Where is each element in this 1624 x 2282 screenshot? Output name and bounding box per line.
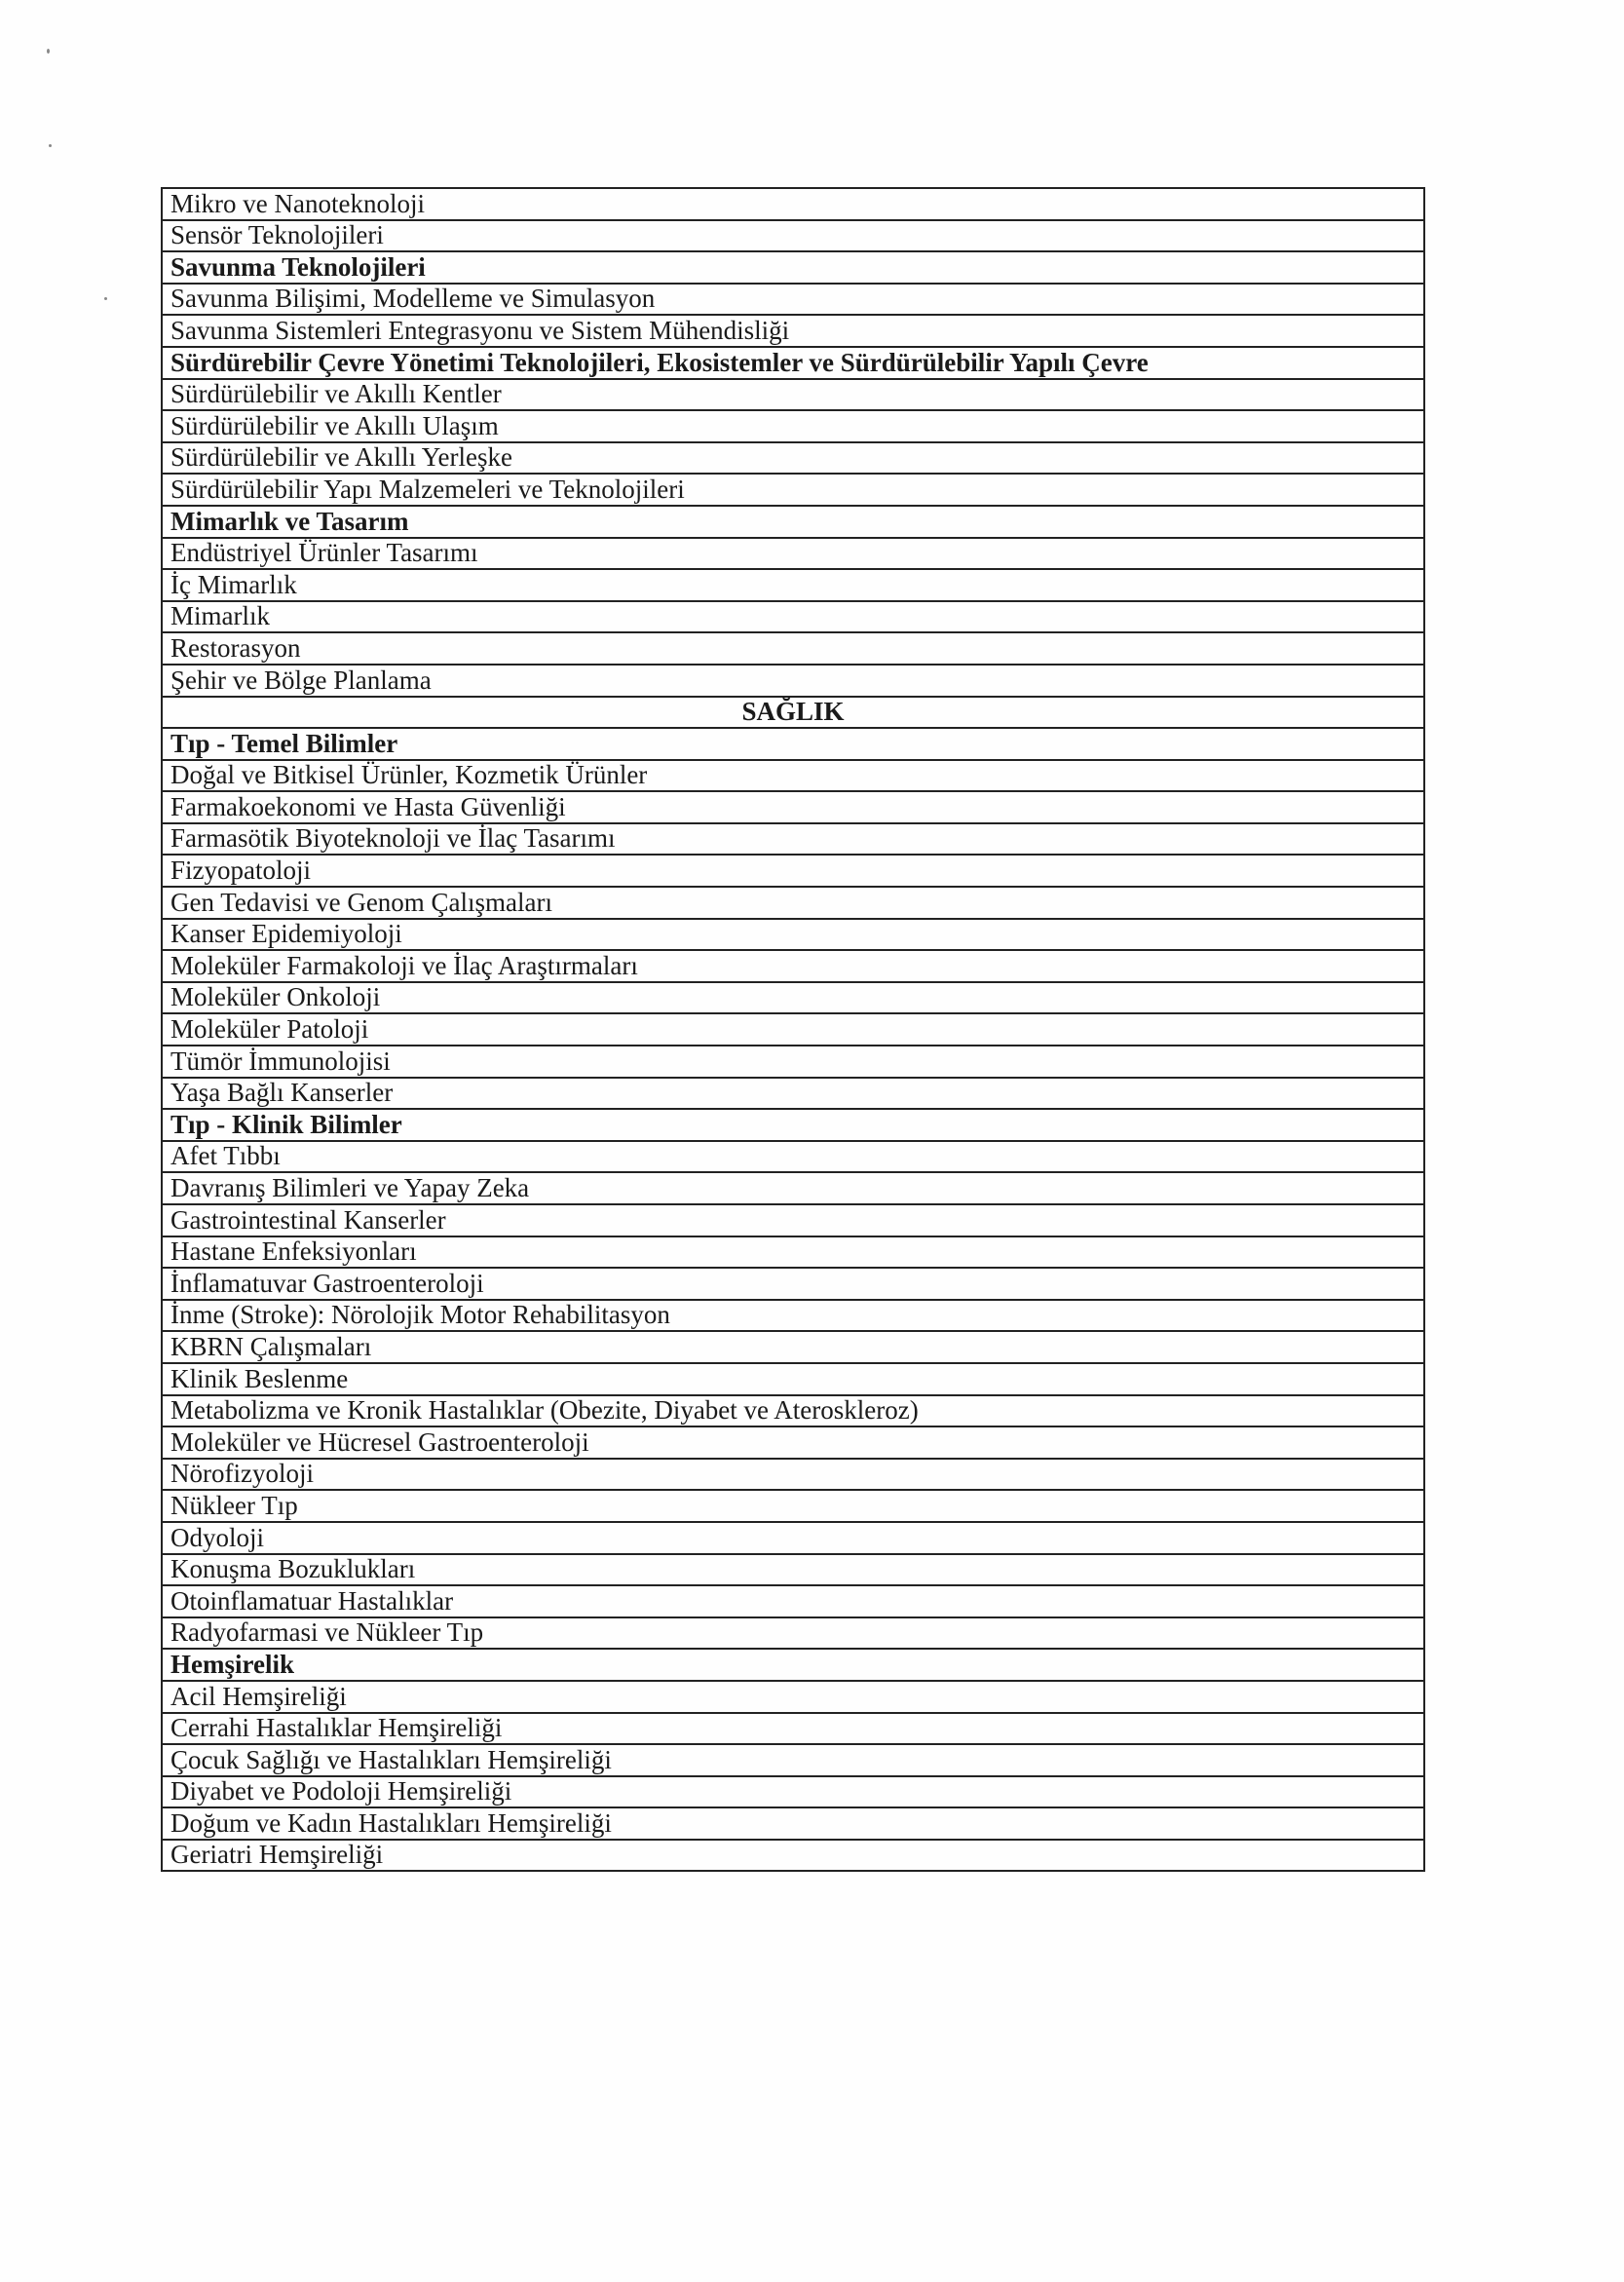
- section-heading: SAĞLIK: [162, 697, 1424, 729]
- topic-cell: Mikro ve Nanoteknoloji: [162, 188, 1424, 220]
- table-row: [162, 1331, 1424, 1363]
- scan-speck: [104, 297, 107, 300]
- topic-cell: Endüstriyel Ürünler Tasarımı: [162, 538, 1424, 570]
- topic-cell: Radyofarmasi ve Nükleer Tıp: [162, 1617, 1424, 1650]
- table-row: [162, 665, 1424, 697]
- table-row: [162, 1078, 1424, 1110]
- table-row: [162, 1649, 1424, 1681]
- topic-cell: Moleküler Farmakoloji ve İlaç Araştırmaları: [162, 950, 1424, 982]
- table-row: [162, 315, 1424, 347]
- topic-cell: Savunma Sistemleri Entegrasyonu ve Sistem Mühendisliği: [162, 315, 1424, 347]
- topic-cell: KBRN Çalışmaları: [162, 1331, 1424, 1363]
- scan-speck: [47, 49, 50, 54]
- table-row: [162, 474, 1424, 506]
- topic-cell: Geriatri Hemşireliği: [162, 1840, 1424, 1872]
- table-row: [162, 347, 1424, 379]
- topic-cell: Fizyopatoloji: [162, 855, 1424, 887]
- topic-cell: Diyabet ve Podoloji Hemşireliği: [162, 1776, 1424, 1808]
- topic-cell: Sensör Teknolojileri: [162, 220, 1424, 252]
- table-row: [162, 887, 1424, 919]
- table-row: [162, 220, 1424, 252]
- table-row: [162, 1554, 1424, 1586]
- table-row: [162, 601, 1424, 633]
- table-row: [162, 188, 1424, 220]
- topic-cell: Metabolizma ve Kronik Hastalıklar (Obezite, Diyabet ve Ateroskleroz): [162, 1395, 1424, 1427]
- table-row: [162, 506, 1424, 538]
- topic-cell: Tümör İmmunolojisi: [162, 1046, 1424, 1078]
- topic-cell: İnflamatuvar Gastroenteroloji: [162, 1268, 1424, 1300]
- table-row: [162, 950, 1424, 982]
- topic-cell: İnme (Stroke): Nörolojik Motor Rehabilitasyon: [162, 1300, 1424, 1332]
- table-row: [162, 1490, 1424, 1522]
- table-row: [162, 1585, 1424, 1617]
- table-row: [162, 697, 1424, 729]
- topic-cell: Acil Hemşireliği: [162, 1681, 1424, 1713]
- table-row: [162, 1807, 1424, 1840]
- table-row: [162, 919, 1424, 951]
- table-row: [162, 791, 1424, 823]
- category-heading: Tıp - Temel Bilimler: [162, 728, 1424, 760]
- table-row: [162, 1141, 1424, 1173]
- topic-cell: Çocuk Sağlığı ve Hastalıkları Hemşireliği: [162, 1744, 1424, 1776]
- table-row: [162, 379, 1424, 411]
- topic-cell: Moleküler ve Hücresel Gastroenteroloji: [162, 1426, 1424, 1459]
- topic-cell: İç Mimarlık: [162, 569, 1424, 601]
- research-topics-table: [161, 187, 1425, 1872]
- topic-cell: Gastrointestinal Kanserler: [162, 1204, 1424, 1236]
- table-row: [162, 1046, 1424, 1078]
- table-row: [162, 1204, 1424, 1236]
- topic-cell: Moleküler Onkoloji: [162, 982, 1424, 1014]
- table-row: [162, 1713, 1424, 1745]
- topic-cell: Restorasyon: [162, 632, 1424, 665]
- topic-cell: Klinik Beslenme: [162, 1363, 1424, 1395]
- table-row: [162, 1426, 1424, 1459]
- category-heading: Mimarlık ve Tasarım: [162, 506, 1424, 538]
- topic-cell: Otoinflamatuar Hastalıklar: [162, 1585, 1424, 1617]
- table-row: [162, 632, 1424, 665]
- table-row: [162, 1395, 1424, 1427]
- table-row: [162, 442, 1424, 475]
- topic-cell: Doğum ve Kadın Hastalıkları Hemşireliği: [162, 1807, 1424, 1840]
- table-row: [162, 1522, 1424, 1554]
- table-row: [162, 1236, 1424, 1269]
- topic-cell: Hastane Enfeksiyonları: [162, 1236, 1424, 1269]
- table-row: [162, 1776, 1424, 1808]
- topic-cell: Şehir ve Bölge Planlama: [162, 665, 1424, 697]
- table-row: [162, 284, 1424, 316]
- topic-cell: Doğal ve Bitkisel Ürünler, Kozmetik Ürünler: [162, 760, 1424, 792]
- table-row: [162, 1744, 1424, 1776]
- topic-cell: Sürdürülebilir ve Akıllı Kentler: [162, 379, 1424, 411]
- topic-cell: Gen Tedavisi ve Genom Çalışmaları: [162, 887, 1424, 919]
- topic-cell: Cerrahi Hastalıklar Hemşireliği: [162, 1713, 1424, 1745]
- topic-cell: Moleküler Patoloji: [162, 1013, 1424, 1046]
- table-row: [162, 1013, 1424, 1046]
- table-row: [162, 1109, 1424, 1141]
- table-row: [162, 760, 1424, 792]
- table-row: [162, 982, 1424, 1014]
- table-row: [162, 1268, 1424, 1300]
- table-row: [162, 1617, 1424, 1650]
- scan-speck: [49, 144, 52, 147]
- topic-cell: Kanser Epidemiyoloji: [162, 919, 1424, 951]
- table-row: [162, 251, 1424, 284]
- topic-cell: Farmasötik Biyoteknoloji ve İlaç Tasarımı: [162, 823, 1424, 856]
- table-row: [162, 569, 1424, 601]
- topic-cell: Sürdürülebilir ve Akıllı Yerleşke: [162, 442, 1424, 475]
- table-body: [162, 188, 1424, 1871]
- topic-cell: Savunma Bilişimi, Modelleme ve Simulasyon: [162, 284, 1424, 316]
- category-heading: Sürdürebilir Çevre Yönetimi Teknolojileri, Ekosistemler ve Sürdürülebilir Yapılı Çevre: [162, 347, 1424, 379]
- table-row: [162, 1459, 1424, 1491]
- topic-cell: Davranış Bilimleri ve Yapay Zeka: [162, 1172, 1424, 1204]
- table-row: [162, 823, 1424, 856]
- topic-cell: Yaşa Bağlı Kanserler: [162, 1078, 1424, 1110]
- topic-cell: Nükleer Tıp: [162, 1490, 1424, 1522]
- topic-cell: Nörofizyoloji: [162, 1459, 1424, 1491]
- category-heading: Hemşirelik: [162, 1649, 1424, 1681]
- category-heading: Tıp - Klinik Bilimler: [162, 1109, 1424, 1141]
- topic-cell: Odyoloji: [162, 1522, 1424, 1554]
- table-row: [162, 855, 1424, 887]
- table-row: [162, 1300, 1424, 1332]
- table-row: [162, 1681, 1424, 1713]
- topic-cell: Konuşma Bozuklukları: [162, 1554, 1424, 1586]
- table-row: [162, 1172, 1424, 1204]
- table-row: [162, 728, 1424, 760]
- table-row: [162, 1363, 1424, 1395]
- table-row: [162, 538, 1424, 570]
- topic-cell: Farmakoekonomi ve Hasta Güvenliği: [162, 791, 1424, 823]
- table-row: [162, 410, 1424, 442]
- topic-cell: Afet Tıbbı: [162, 1141, 1424, 1173]
- topic-cell: Mimarlık: [162, 601, 1424, 633]
- topic-cell: Sürdürülebilir ve Akıllı Ulaşım: [162, 410, 1424, 442]
- topic-cell: Sürdürülebilir Yapı Malzemeleri ve Teknolojileri: [162, 474, 1424, 506]
- table-row: [162, 1840, 1424, 1872]
- category-heading: Savunma Teknolojileri: [162, 251, 1424, 284]
